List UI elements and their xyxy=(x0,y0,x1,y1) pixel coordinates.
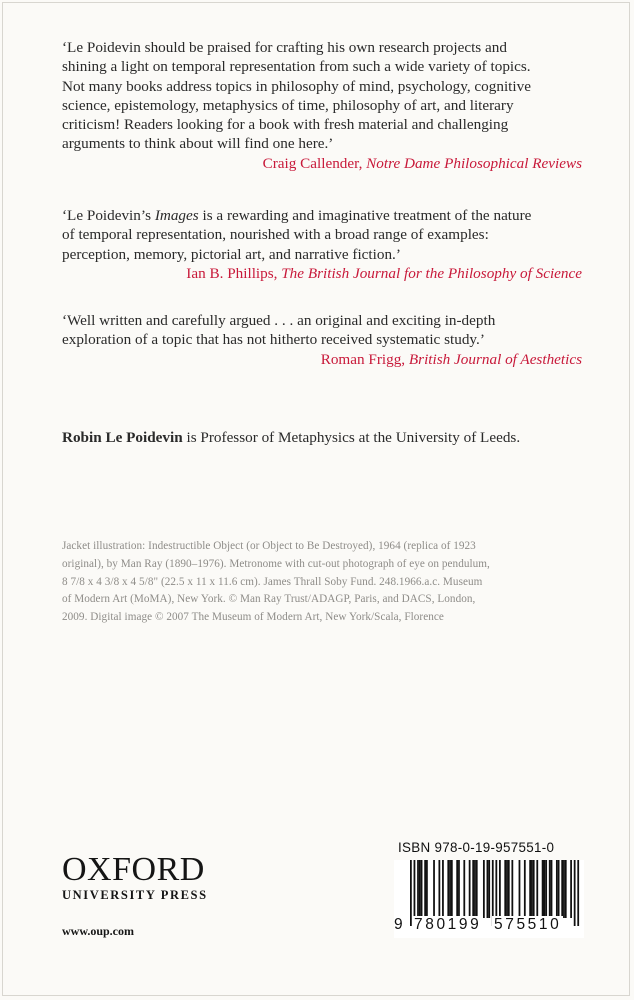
quote-2-line: perception, memory, pictorial art, and narrative fiction.’ xyxy=(62,245,401,263)
barcode-bar xyxy=(504,860,506,918)
quote-2-prefix: ‘Le Poidevin’s xyxy=(62,207,155,224)
barcode-bar xyxy=(447,860,449,918)
quote-3-author: Roman Frigg, xyxy=(320,350,406,368)
quote-3-source: British Journal of Aesthetics xyxy=(408,350,582,368)
barcode-bar xyxy=(531,860,533,918)
barcode-bar xyxy=(563,860,565,918)
quote-1-source: Notre Dame Philosophical Reviews xyxy=(366,154,582,172)
quote-2-suffix: is a rewarding and imaginative treatment of the nature xyxy=(198,207,532,224)
quote-2-line: of temporal representation, nourished with a broad range of examples: xyxy=(62,226,489,244)
barcode-bar xyxy=(456,860,458,918)
barcode-bar xyxy=(544,860,546,918)
barcode-bar xyxy=(424,860,426,918)
barcode-bar xyxy=(533,860,535,918)
barcode-bar xyxy=(506,860,508,918)
barcode-bar xyxy=(449,860,451,918)
barcode-digit-first: 9 xyxy=(394,916,403,933)
quote-3-attribution xyxy=(62,350,582,369)
barcode-bar xyxy=(426,860,428,918)
quote-1-line: Not many books address topics in philosophy of mind, psychology, cognitive xyxy=(62,77,531,95)
quote-2-source: The British Journal for the Philosophy of Science xyxy=(281,264,582,282)
author-bio xyxy=(62,429,582,447)
barcode-bar xyxy=(463,860,465,918)
jacket-credit-line: 2009. Digital image © 2007 The Museum of Modern Art, New York/Scala, Florence xyxy=(62,611,444,624)
quote-2-line-1 xyxy=(62,206,582,225)
quote-1-attribution xyxy=(62,154,582,173)
barcode-bar xyxy=(570,860,572,918)
barcode-bar xyxy=(488,860,490,918)
author-name: Robin Le Poidevin xyxy=(62,429,183,446)
barcode-bar xyxy=(421,860,423,918)
review-quote-1 xyxy=(62,38,582,173)
barcode-bar xyxy=(558,860,560,918)
barcode-bar xyxy=(551,860,553,918)
barcode-bar xyxy=(542,860,544,918)
publisher-url[interactable]: www.oup.com xyxy=(62,924,135,938)
barcode-bar xyxy=(561,860,563,918)
review-quote-3 xyxy=(62,311,582,369)
jacket-credit xyxy=(62,538,582,627)
quote-1-author: Craig Callender, xyxy=(262,154,363,172)
isbn-barcode xyxy=(394,860,584,938)
barcode-bar xyxy=(499,860,501,918)
quote-2-book-title: Images xyxy=(154,207,199,224)
isbn-label: ISBN 978-0-19-957551-0 xyxy=(398,840,555,855)
quote-1-line: science, epistemology, metaphysics of time, philosophy of art, and literary xyxy=(62,96,514,114)
barcode-bar xyxy=(483,860,485,918)
quote-1-line: arguments to think about will find one here.’ xyxy=(62,135,334,153)
jacket-credit-line: Jacket illustration: Indestructible Object (or Object to Be Destroyed), 1964 (replica of 1923 xyxy=(62,540,476,552)
publisher-subtitle: UNIVERSITY PRESS xyxy=(62,888,208,902)
quote-3-line: ‘Well written and carefully argued . . . an original and exciting in-depth xyxy=(62,312,496,329)
barcode-bar xyxy=(577,860,579,926)
publisher-logo xyxy=(62,852,232,903)
barcode-bar xyxy=(545,860,547,918)
barcode-bar xyxy=(474,860,476,918)
barcode-bar xyxy=(433,860,435,918)
quote-1-line: criticism! Readers looking for a book with fresh material and challenging xyxy=(62,116,509,134)
jacket-credit-line: 8 7/8 x 4 3/8 x 4 5/8" (22.5 x 11 x 11.6 cm). James Thrall Soby Fund. 248.1966.a.c. Museum xyxy=(62,575,483,588)
author-bio-text: is Professor of Metaphysics at the University of Leeds. xyxy=(182,429,521,446)
barcode-bar xyxy=(487,860,489,918)
barcode-bar xyxy=(476,860,478,918)
quote-2-attribution xyxy=(62,264,582,283)
barcode-bar xyxy=(511,860,513,918)
barcode-bar xyxy=(469,860,471,918)
barcode-bar xyxy=(438,860,440,918)
barcode-bar xyxy=(565,860,567,918)
quote-1-line: shining a light on temporal representation from such a wide variety of topics. xyxy=(62,58,531,76)
barcode-bar xyxy=(472,860,474,918)
barcode-digits-right: 575510 xyxy=(494,916,562,933)
jacket-credit-line: original), by Man Ray (1890–1976). Metronome with cut-out photograph of eye on pendulum, xyxy=(62,557,490,570)
quote-2-author: Ian B. Phillips, xyxy=(186,264,278,282)
barcode-bar xyxy=(442,860,444,918)
quote-1-line: ‘Le Poidevin should be praised for crafting his own research projects and xyxy=(62,39,507,56)
barcode-digits-left: 780199 xyxy=(414,916,482,933)
barcode-bar xyxy=(508,860,510,918)
barcode-bar xyxy=(529,860,531,918)
quote-3-line: exploration of a topic that has not hitherto received systematic study.’ xyxy=(62,331,485,349)
publisher-name: OXFORD xyxy=(62,851,205,888)
barcode-bar xyxy=(549,860,551,918)
jacket-credit-line: of Modern Art (MoMA), New York. © Man Ray Trust/ADAGP, Paris, and DACS, London, xyxy=(62,593,476,606)
barcode-bar xyxy=(574,860,576,926)
barcode-bar xyxy=(556,860,558,918)
barcode-bar xyxy=(417,860,419,918)
barcode-bar xyxy=(419,860,421,918)
barcode-bar xyxy=(524,860,526,918)
barcode-bar xyxy=(536,860,538,918)
barcode-bar xyxy=(458,860,460,918)
review-quote-2 xyxy=(62,206,582,283)
barcode-bar xyxy=(451,860,453,918)
barcode-bar xyxy=(519,860,521,918)
